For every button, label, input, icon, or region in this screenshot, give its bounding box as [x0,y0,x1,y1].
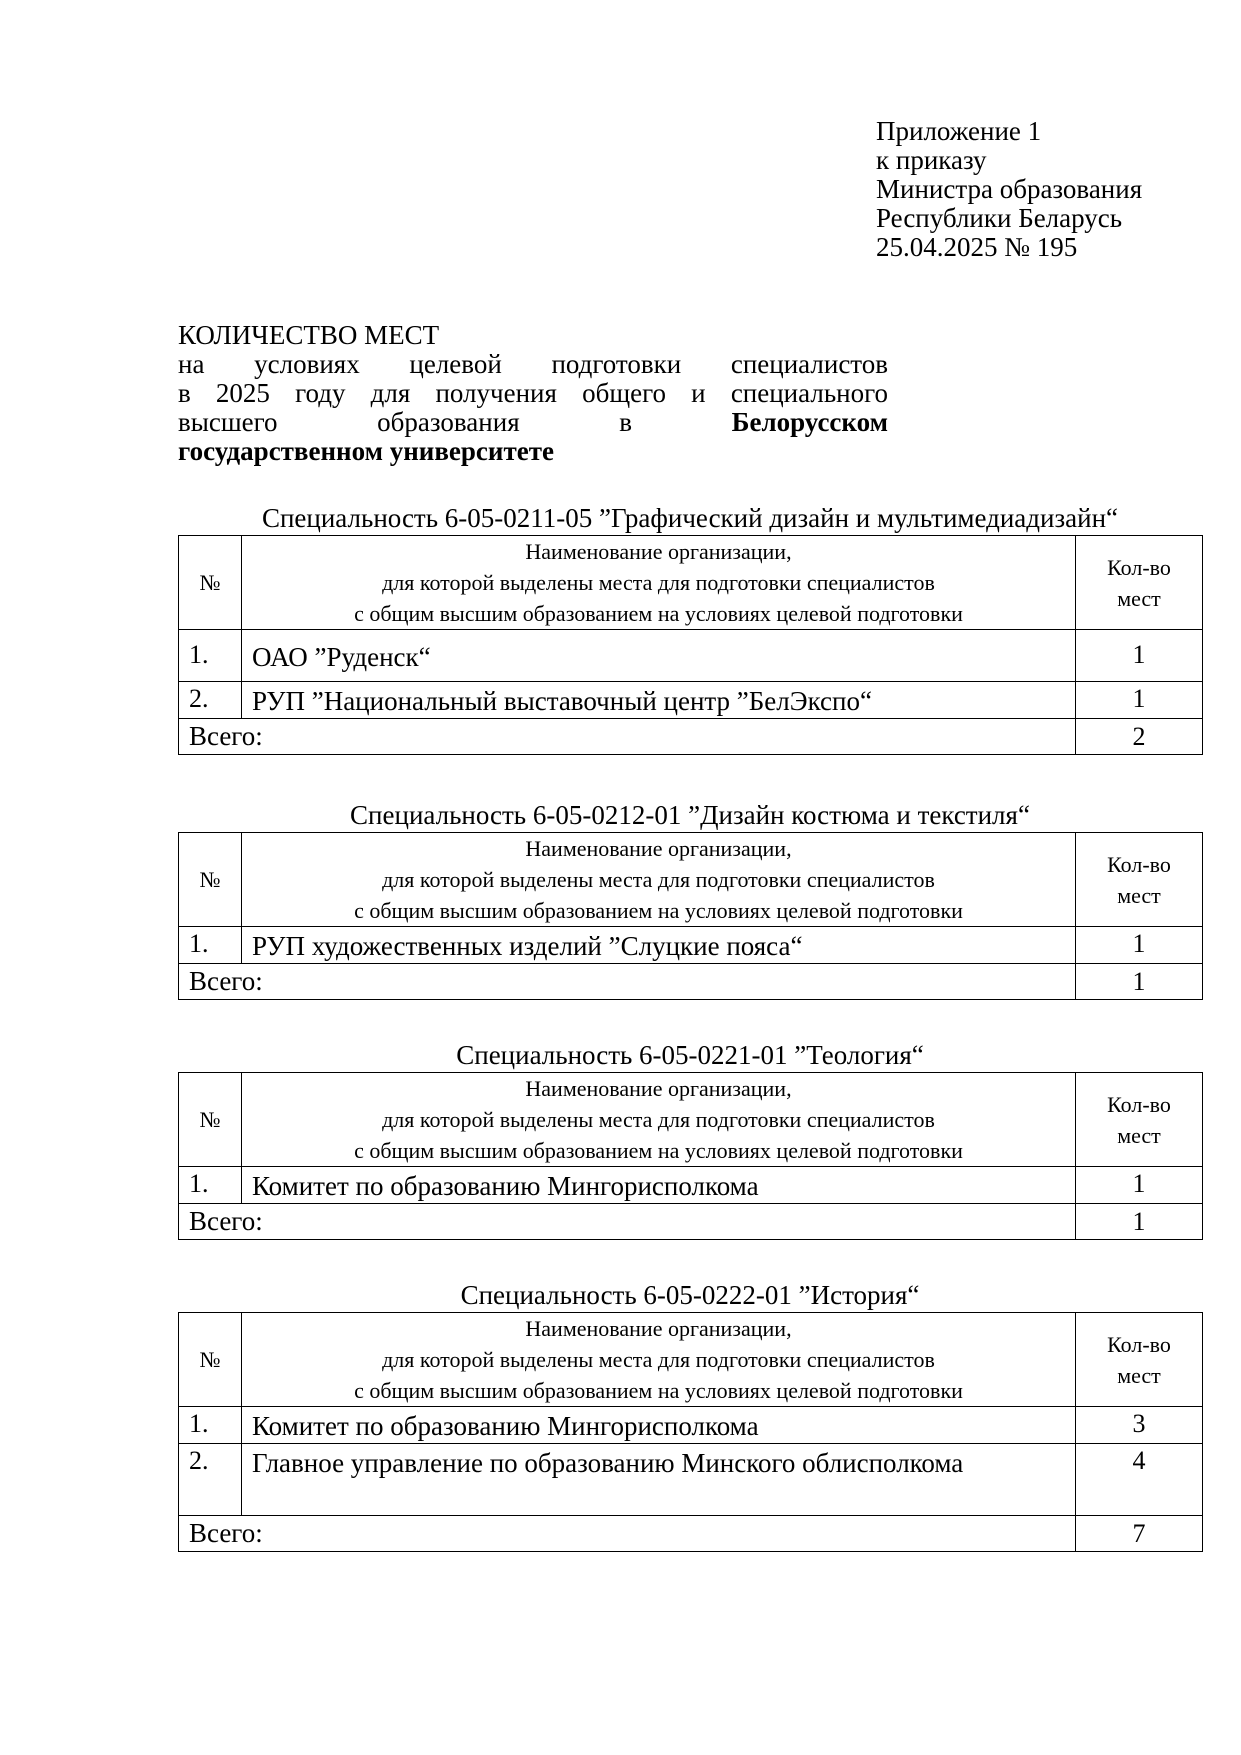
row-org: Комитет по образованию Мингорисполкома [242,1407,1076,1444]
header-org-line: Наименование организации, [525,836,792,861]
total-row [179,1516,1203,1552]
spec-table [178,1312,1203,1552]
table-row [179,1407,1203,1444]
section-title: Специальность 6-05-0212-01 ”Дизайн костюма и текстиля“ [350,800,1030,830]
header-qty-line: мест [1117,1122,1161,1148]
table-header-row [179,833,1203,927]
row-num: 1. [179,1407,242,1444]
row-qty: 4 [1076,1444,1203,1516]
appendix-line: к приказу [876,145,987,175]
row-org: РУП художественных изделий ”Слуцкие пояса“ [242,927,1076,964]
header-qty-line: Кол-во [1107,554,1171,580]
appendix-date: 25.04.2025 № 195 [876,232,1078,262]
table-header-row [179,536,1203,630]
appendix-block [876,117,1142,262]
header-org-line: Наименование организации, [525,1316,792,1341]
header-org-line: для которой выделены места для подготовки специалистов [382,867,935,892]
row-qty: 1 [1076,1167,1203,1204]
row-org: РУП ”Национальный выставочный центр ”БелЭкспо“ [242,682,1076,719]
row-qty: 1 [1076,927,1203,964]
header-org-line: с общим высшим образованием на условиях целевой подготовки [354,1138,963,1163]
row-num: 1. [179,927,242,964]
row-qty: 1 [1076,630,1203,682]
section-title: Специальность 6-05-0221-01 ”Теология“ [456,1040,924,1070]
row-qty: 1 [1076,682,1203,719]
row-org: Комитет по образованию Мингорисполкома [242,1167,1076,1204]
header-num: № [179,1073,242,1167]
section-title: Специальность 6-05-0211-05 ”Графический дизайн и мультимедиадизайн“ [261,503,1119,533]
header-org [242,833,1076,927]
table-row [179,927,1203,964]
heading-line: на условиях целевой подготовки специалистов [178,349,888,379]
header-org-line: Наименование организации, [525,1076,792,1101]
table-header-row [179,1313,1203,1407]
heading-line: в 2025 году для получения общего и специального [178,378,888,408]
table-row [179,1444,1203,1516]
header-org-line: Наименование организации, [525,539,792,564]
header-num: № [179,536,242,630]
header-qty-line: Кол-во [1107,1091,1171,1117]
university-name-part: Белорусском [731,407,888,437]
total-row [179,719,1203,755]
header-org [242,1313,1076,1407]
document-title: КОЛИЧЕСТВО МЕСТ [178,320,440,350]
header-org-line: с общим высшим образованием на условиях целевой подготовки [354,1378,963,1403]
header-qty-line: Кол-во [1107,1331,1171,1357]
header-qty [1076,833,1203,927]
total-row [179,964,1203,1000]
header-qty [1076,536,1203,630]
heading-line [178,437,888,466]
row-num: 1. [179,1167,242,1204]
header-qty-line: мест [1117,882,1161,908]
document-heading [178,321,888,466]
appendix-line: Министра образования [876,174,1143,204]
section-title: Специальность 6-05-0222-01 ”История“ [460,1280,920,1310]
total-label: Всего: [179,1516,1076,1552]
total-label: Всего: [179,964,1076,1000]
header-num: № [179,1313,242,1407]
total-label: Всего: [179,719,1076,755]
total-label: Всего: [179,1204,1076,1240]
header-qty [1076,1313,1203,1407]
header-org [242,1073,1076,1167]
table-header-row [179,1073,1203,1167]
total-value: 1 [1076,1204,1203,1240]
table-row [179,1167,1203,1204]
header-num: № [179,833,242,927]
header-qty [1076,1073,1203,1167]
header-qty-line: мест [1117,585,1161,611]
table-row [179,682,1203,719]
total-value: 1 [1076,964,1203,1000]
header-org-line: для которой выделены места для подготовки специалистов [382,570,935,595]
heading-text: высшего образования в [178,407,632,437]
spec-table [178,1072,1203,1240]
row-org: ОАО ”Руденск“ [242,630,1076,682]
header-org-line: с общим высшим образованием на условиях целевой подготовки [354,601,963,626]
spec-table [178,535,1203,755]
header-qty-line: Кол-во [1107,851,1171,877]
spec-table [178,832,1203,1000]
total-row [179,1204,1203,1240]
appendix-line: Приложение 1 [876,116,1042,146]
row-num: 2. [179,682,242,719]
header-org-line: для которой выделены места для подготовки специалистов [382,1107,935,1132]
heading-line [178,408,888,437]
row-qty: 3 [1076,1407,1203,1444]
total-value: 7 [1076,1516,1203,1552]
header-org [242,536,1076,630]
row-num: 2. [179,1444,242,1516]
header-qty-line: мест [1117,1362,1161,1388]
table-row [179,630,1203,682]
appendix-line: Республики Беларусь [876,203,1123,233]
total-value: 2 [1076,719,1203,755]
header-org-line: для которой выделены места для подготовки специалистов [382,1347,935,1372]
university-name-part: государственном университете [178,436,554,466]
row-num: 1. [179,630,242,682]
header-org-line: с общим высшим образованием на условиях целевой подготовки [354,898,963,923]
row-org: Главное управление по образованию Минского облисполкома [242,1444,1076,1516]
